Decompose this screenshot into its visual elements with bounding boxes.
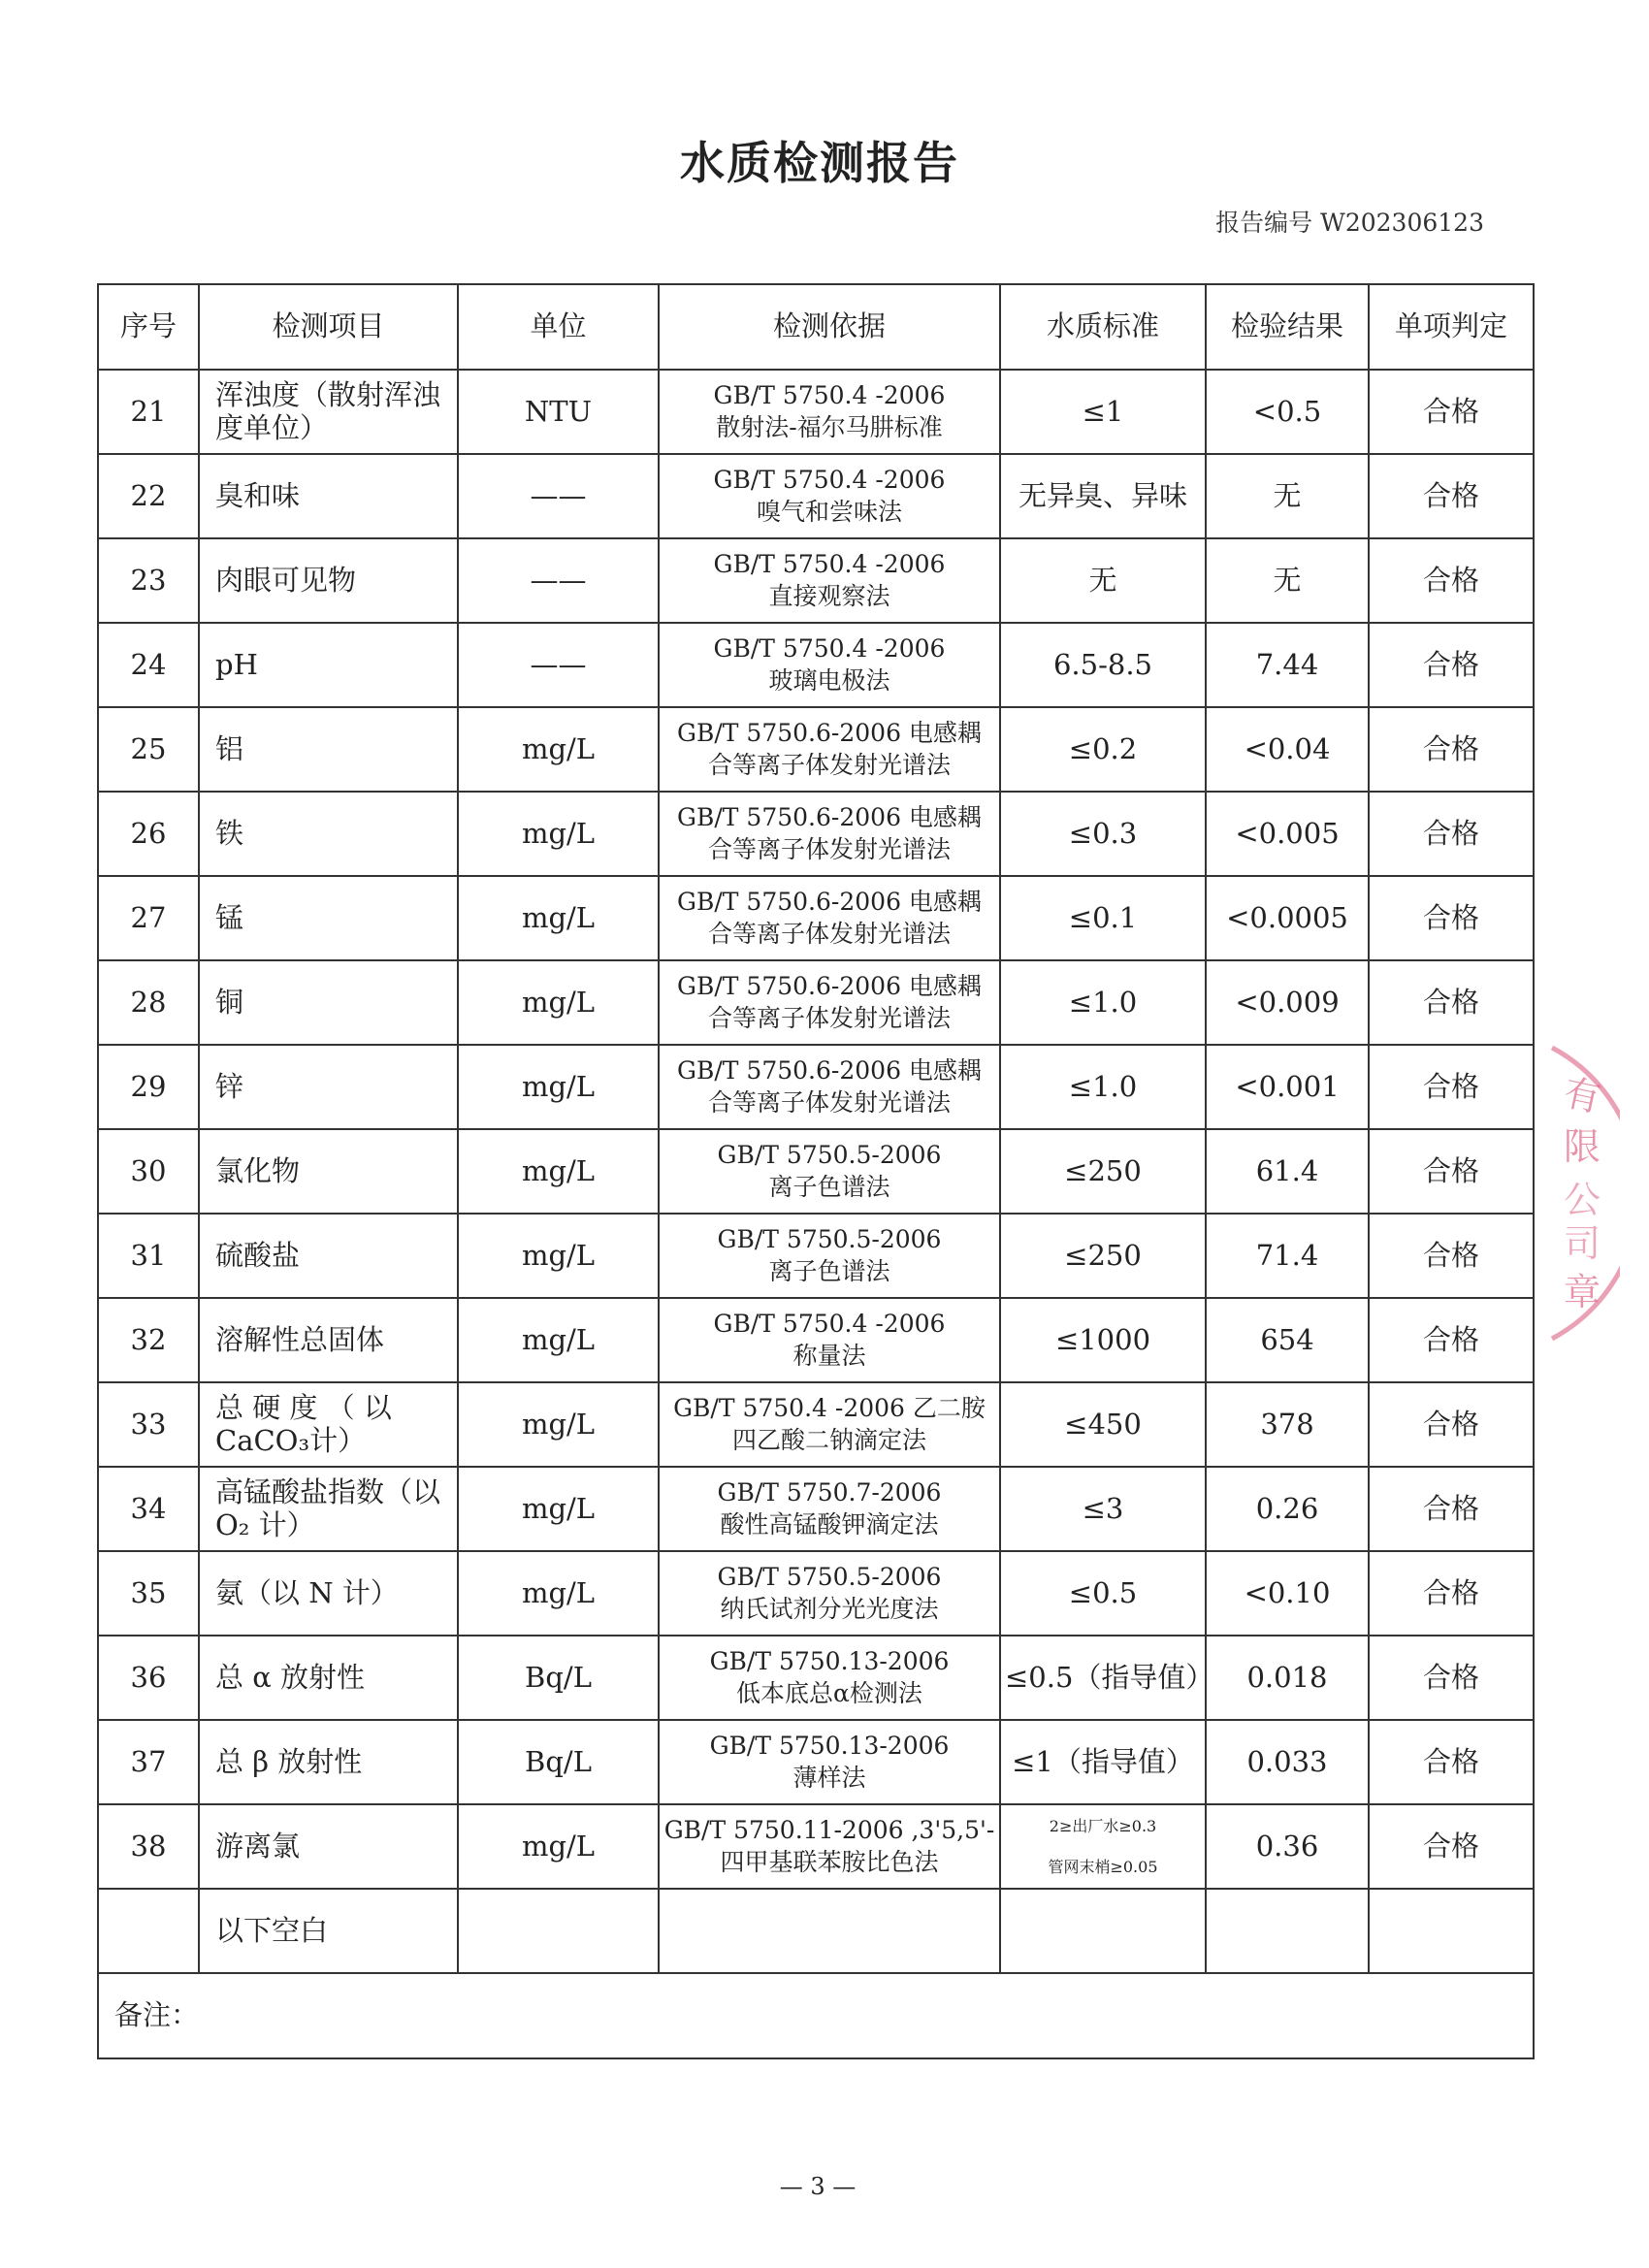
method-line: GB/T 5750.4 -2006 — [713, 1310, 946, 1338]
unit: mg/L — [458, 1045, 659, 1129]
result: 0.033 — [1206, 1720, 1369, 1804]
method — [659, 1804, 1000, 1889]
row-number: 34 — [98, 1467, 199, 1551]
method-line: 离子色谱法 — [768, 1172, 890, 1201]
item-name: 铝 — [199, 707, 458, 792]
method — [659, 1045, 1000, 1129]
method-line: GB/T 5750.6-2006 电感耦 — [677, 803, 982, 831]
unit: Bq/L — [458, 1636, 659, 1720]
result: 654 — [1206, 1298, 1369, 1382]
method-line: GB/T 5750.13-2006 — [709, 1647, 950, 1675]
svg-text:限: 限 — [1564, 1125, 1601, 1168]
unit: —— — [458, 454, 659, 538]
method — [659, 454, 1000, 538]
company-stamp — [1542, 1038, 1620, 1352]
item-name: 氯化物 — [199, 1129, 458, 1214]
standard: ≤0.2 — [1000, 707, 1206, 792]
row-number: 37 — [98, 1720, 199, 1804]
row-number: 29 — [98, 1045, 199, 1129]
unit: mg/L — [458, 1298, 659, 1382]
row-number: 30 — [98, 1129, 199, 1214]
method — [659, 1214, 1000, 1298]
report-number-value: W202306123 — [1320, 209, 1484, 237]
method — [659, 1129, 1000, 1214]
method-line: 玻璃电极法 — [768, 665, 890, 695]
method-line: GB/T 5750.4 -2006 — [713, 466, 946, 494]
item-name: 锰 — [199, 876, 458, 960]
unit: mg/L — [458, 876, 659, 960]
remark-row — [98, 1973, 1534, 2058]
unit: mg/L — [458, 1804, 659, 1889]
item-name: 总 β 放射性 — [199, 1720, 458, 1804]
item-name: 铁 — [199, 792, 458, 876]
standard: 6.5-8.5 — [1000, 623, 1206, 707]
unit: Bq/L — [458, 1720, 659, 1804]
judgement: 合格 — [1369, 792, 1534, 876]
header-judgement: 单项判定 — [1369, 284, 1534, 370]
row-number: 22 — [98, 454, 199, 538]
table-row — [98, 1636, 1534, 1720]
method-line: 离子色谱法 — [768, 1256, 890, 1285]
unit: mg/L — [458, 707, 659, 792]
judgement: 合格 — [1369, 1720, 1534, 1804]
unit: mg/L — [458, 1551, 659, 1636]
remark-label: 备注： — [98, 1973, 1534, 2058]
svg-text:章: 章 — [1564, 1271, 1601, 1313]
standard: ≤1.0 — [1000, 960, 1206, 1045]
method-line: GB/T 5750.5-2006 — [717, 1225, 942, 1253]
method-line: 合等离子体发射光谱法 — [707, 1087, 951, 1117]
method-line: GB/T 5750.4 -2006 — [713, 381, 946, 409]
item-name: 总 硬 度 （ 以 CaCO₃计） — [199, 1382, 458, 1467]
judgement: 合格 — [1369, 1129, 1534, 1214]
method-line: GB/T 5750.6-2006 电感耦 — [677, 972, 982, 1000]
standard: ≤450 — [1000, 1382, 1206, 1467]
results-table — [97, 283, 1535, 2059]
result: 7.44 — [1206, 623, 1369, 707]
row-number: 33 — [98, 1382, 199, 1467]
result: 无 — [1206, 454, 1369, 538]
method — [659, 792, 1000, 876]
method — [659, 1720, 1000, 1804]
row-number: 38 — [98, 1804, 199, 1889]
table-row — [98, 1214, 1534, 1298]
method-line: 称量法 — [792, 1341, 866, 1370]
result: 0.018 — [1206, 1636, 1369, 1720]
standard: ≤250 — [1000, 1129, 1206, 1214]
table-row — [98, 792, 1534, 876]
method-line: 纳氏试剂分光光度法 — [720, 1594, 939, 1623]
method-line: GB/T 5750.4 -2006 — [713, 550, 946, 578]
row-number: 24 — [98, 623, 199, 707]
unit: mg/L — [458, 1129, 659, 1214]
judgement: 合格 — [1369, 1045, 1534, 1129]
judgement: 合格 — [1369, 623, 1534, 707]
judgement: 合格 — [1369, 1214, 1534, 1298]
judgement: 合格 — [1369, 1298, 1534, 1382]
svg-text:司: 司 — [1564, 1222, 1601, 1265]
result: <0.001 — [1206, 1045, 1369, 1129]
header-result: 检验结果 — [1206, 284, 1369, 370]
method — [659, 876, 1000, 960]
unit: —— — [458, 538, 659, 623]
judgement: 合格 — [1369, 1551, 1534, 1636]
method-line: GB/T 5750.11-2006 ,3'5,5'- — [663, 1816, 995, 1844]
method — [659, 538, 1000, 623]
row-number: 27 — [98, 876, 199, 960]
table-row — [98, 1129, 1534, 1214]
result: 无 — [1206, 538, 1369, 623]
method — [659, 1636, 1000, 1720]
standard: ≤0.3 — [1000, 792, 1206, 876]
item-name: 臭和味 — [199, 454, 458, 538]
judgement: 合格 — [1369, 876, 1534, 960]
method — [659, 1382, 1000, 1467]
table-row — [98, 1045, 1534, 1129]
table-row — [98, 1551, 1534, 1636]
table-row — [98, 1298, 1534, 1382]
standard — [1000, 1804, 1206, 1889]
method — [659, 1467, 1000, 1551]
unit: mg/L — [458, 1214, 659, 1298]
method — [659, 623, 1000, 707]
standard: ≤0.1 — [1000, 876, 1206, 960]
page-number: — 3 — — [779, 2173, 857, 2200]
method-line: GB/T 5750.6-2006 电感耦 — [677, 719, 982, 747]
method-line: GB/T 5750.5-2006 — [717, 1141, 942, 1169]
method-line: GB/T 5750.4 -2006 乙二胺 — [673, 1394, 986, 1422]
table-row — [98, 1804, 1534, 1889]
item-name: 锌 — [199, 1045, 458, 1129]
item-name: 高锰酸盐指数（以 O₂ 计） — [199, 1467, 458, 1551]
unit: —— — [458, 623, 659, 707]
method-line: 合等离子体发射光谱法 — [707, 1003, 951, 1032]
method-line: GB/T 5750.6-2006 电感耦 — [677, 888, 982, 916]
result: 378 — [1206, 1382, 1369, 1467]
result: 0.36 — [1206, 1804, 1369, 1889]
method-line: 合等离子体发射光谱法 — [707, 919, 951, 948]
page-title: 水质检测报告 — [680, 137, 959, 189]
item-name: 氨（以 N 计） — [199, 1551, 458, 1636]
standard: ≤1.0 — [1000, 1045, 1206, 1129]
method-line: 薄样法 — [792, 1763, 866, 1792]
header-no: 序号 — [98, 284, 199, 370]
judgement: 合格 — [1369, 1382, 1534, 1467]
judgement: 合格 — [1369, 1804, 1534, 1889]
item-name: 游离氯 — [199, 1804, 458, 1889]
item-name: 总 α 放射性 — [199, 1636, 458, 1720]
method-line: GB/T 5750.5-2006 — [717, 1563, 942, 1591]
row-number: 28 — [98, 960, 199, 1045]
method — [659, 370, 1000, 454]
judgement: 合格 — [1369, 960, 1534, 1045]
table-header-row — [98, 284, 1534, 370]
method-line: 合等离子体发射光谱法 — [707, 750, 951, 779]
method — [659, 1551, 1000, 1636]
result: 71.4 — [1206, 1214, 1369, 1298]
result: <0.04 — [1206, 707, 1369, 792]
standard: ≤1（指导值） — [1000, 1720, 1206, 1804]
table-row — [98, 538, 1534, 623]
method-line: 低本底总α检测法 — [736, 1678, 922, 1707]
item-name: 硫酸盐 — [199, 1214, 458, 1298]
row-number: 23 — [98, 538, 199, 623]
table-row — [98, 1467, 1534, 1551]
result: 0.26 — [1206, 1467, 1369, 1551]
row-number: 26 — [98, 792, 199, 876]
header-unit: 单位 — [458, 284, 659, 370]
method-line: 酸性高锰酸钾滴定法 — [720, 1509, 939, 1539]
judgement: 合格 — [1369, 1636, 1534, 1720]
judgement: 合格 — [1369, 538, 1534, 623]
row-number: 21 — [98, 370, 199, 454]
blank-row-text: 以下空白 — [199, 1889, 458, 1973]
report-number-label: 报告编号 — [1215, 209, 1313, 237]
header-item: 检测项目 — [199, 284, 458, 370]
result: 61.4 — [1206, 1129, 1369, 1214]
unit: NTU — [458, 370, 659, 454]
table-row — [98, 623, 1534, 707]
method-line: 四乙酸二钠滴定法 — [731, 1425, 926, 1454]
standard-line: 2≥出厂水≥0.3 — [1049, 1816, 1157, 1835]
method-line: 四甲基联苯胺比色法 — [720, 1847, 939, 1876]
result: <0.009 — [1206, 960, 1369, 1045]
header-method: 检测依据 — [659, 284, 1000, 370]
item-name: 溶解性总固体 — [199, 1298, 458, 1382]
method-line: GB/T 5750.13-2006 — [709, 1732, 950, 1760]
table-row — [98, 1720, 1534, 1804]
standard: ≤250 — [1000, 1214, 1206, 1298]
item-name: pH — [199, 623, 458, 707]
standard: ≤3 — [1000, 1467, 1206, 1551]
result: <0.5 — [1206, 370, 1369, 454]
report-number — [1215, 204, 1484, 239]
standard-line: 管网末梢≥0.05 — [1048, 1857, 1158, 1876]
table-row — [98, 960, 1534, 1045]
row-number: 32 — [98, 1298, 199, 1382]
unit: mg/L — [458, 1467, 659, 1551]
item-name: 肉眼可见物 — [199, 538, 458, 623]
method-line: GB/T 5750.6-2006 电感耦 — [677, 1056, 982, 1085]
standard: ≤0.5（指导值） — [1000, 1636, 1206, 1720]
method-line: GB/T 5750.7-2006 — [717, 1478, 942, 1507]
blank-row — [98, 1889, 1534, 1973]
table-row — [98, 1382, 1534, 1467]
method-line: 直接观察法 — [768, 581, 890, 610]
standard: 无 — [1000, 538, 1206, 623]
row-number: 35 — [98, 1551, 199, 1636]
header-standard: 水质标准 — [1000, 284, 1206, 370]
svg-text:有: 有 — [1560, 1070, 1605, 1120]
table-row — [98, 876, 1534, 960]
unit: mg/L — [458, 1382, 659, 1467]
standard: ≤0.5 — [1000, 1551, 1206, 1636]
unit: mg/L — [458, 792, 659, 876]
svg-text:公: 公 — [1564, 1179, 1601, 1221]
row-number: 25 — [98, 707, 199, 792]
standard: ≤1000 — [1000, 1298, 1206, 1382]
method — [659, 1298, 1000, 1382]
judgement: 合格 — [1369, 370, 1534, 454]
item-name: 铜 — [199, 960, 458, 1045]
row-number: 36 — [98, 1636, 199, 1720]
standard: ≤1 — [1000, 370, 1206, 454]
judgement: 合格 — [1369, 454, 1534, 538]
method-line: GB/T 5750.4 -2006 — [713, 634, 946, 663]
method-line: 合等离子体发射光谱法 — [707, 834, 951, 863]
result: <0.0005 — [1206, 876, 1369, 960]
result: <0.005 — [1206, 792, 1369, 876]
judgement: 合格 — [1369, 1467, 1534, 1551]
result: <0.10 — [1206, 1551, 1369, 1636]
method — [659, 960, 1000, 1045]
standard: 无异臭、异味 — [1000, 454, 1206, 538]
judgement: 合格 — [1369, 707, 1534, 792]
method-line: 嗅气和尝味法 — [756, 497, 902, 526]
row-number: 31 — [98, 1214, 199, 1298]
method-line: 散射法-福尔马肼标准 — [716, 412, 943, 441]
item-name: 浑浊度（散射浑浊度单位） — [199, 370, 458, 454]
unit: mg/L — [458, 960, 659, 1045]
table-row — [98, 454, 1534, 538]
method — [659, 707, 1000, 792]
table-row — [98, 707, 1534, 792]
table-row — [98, 370, 1534, 454]
